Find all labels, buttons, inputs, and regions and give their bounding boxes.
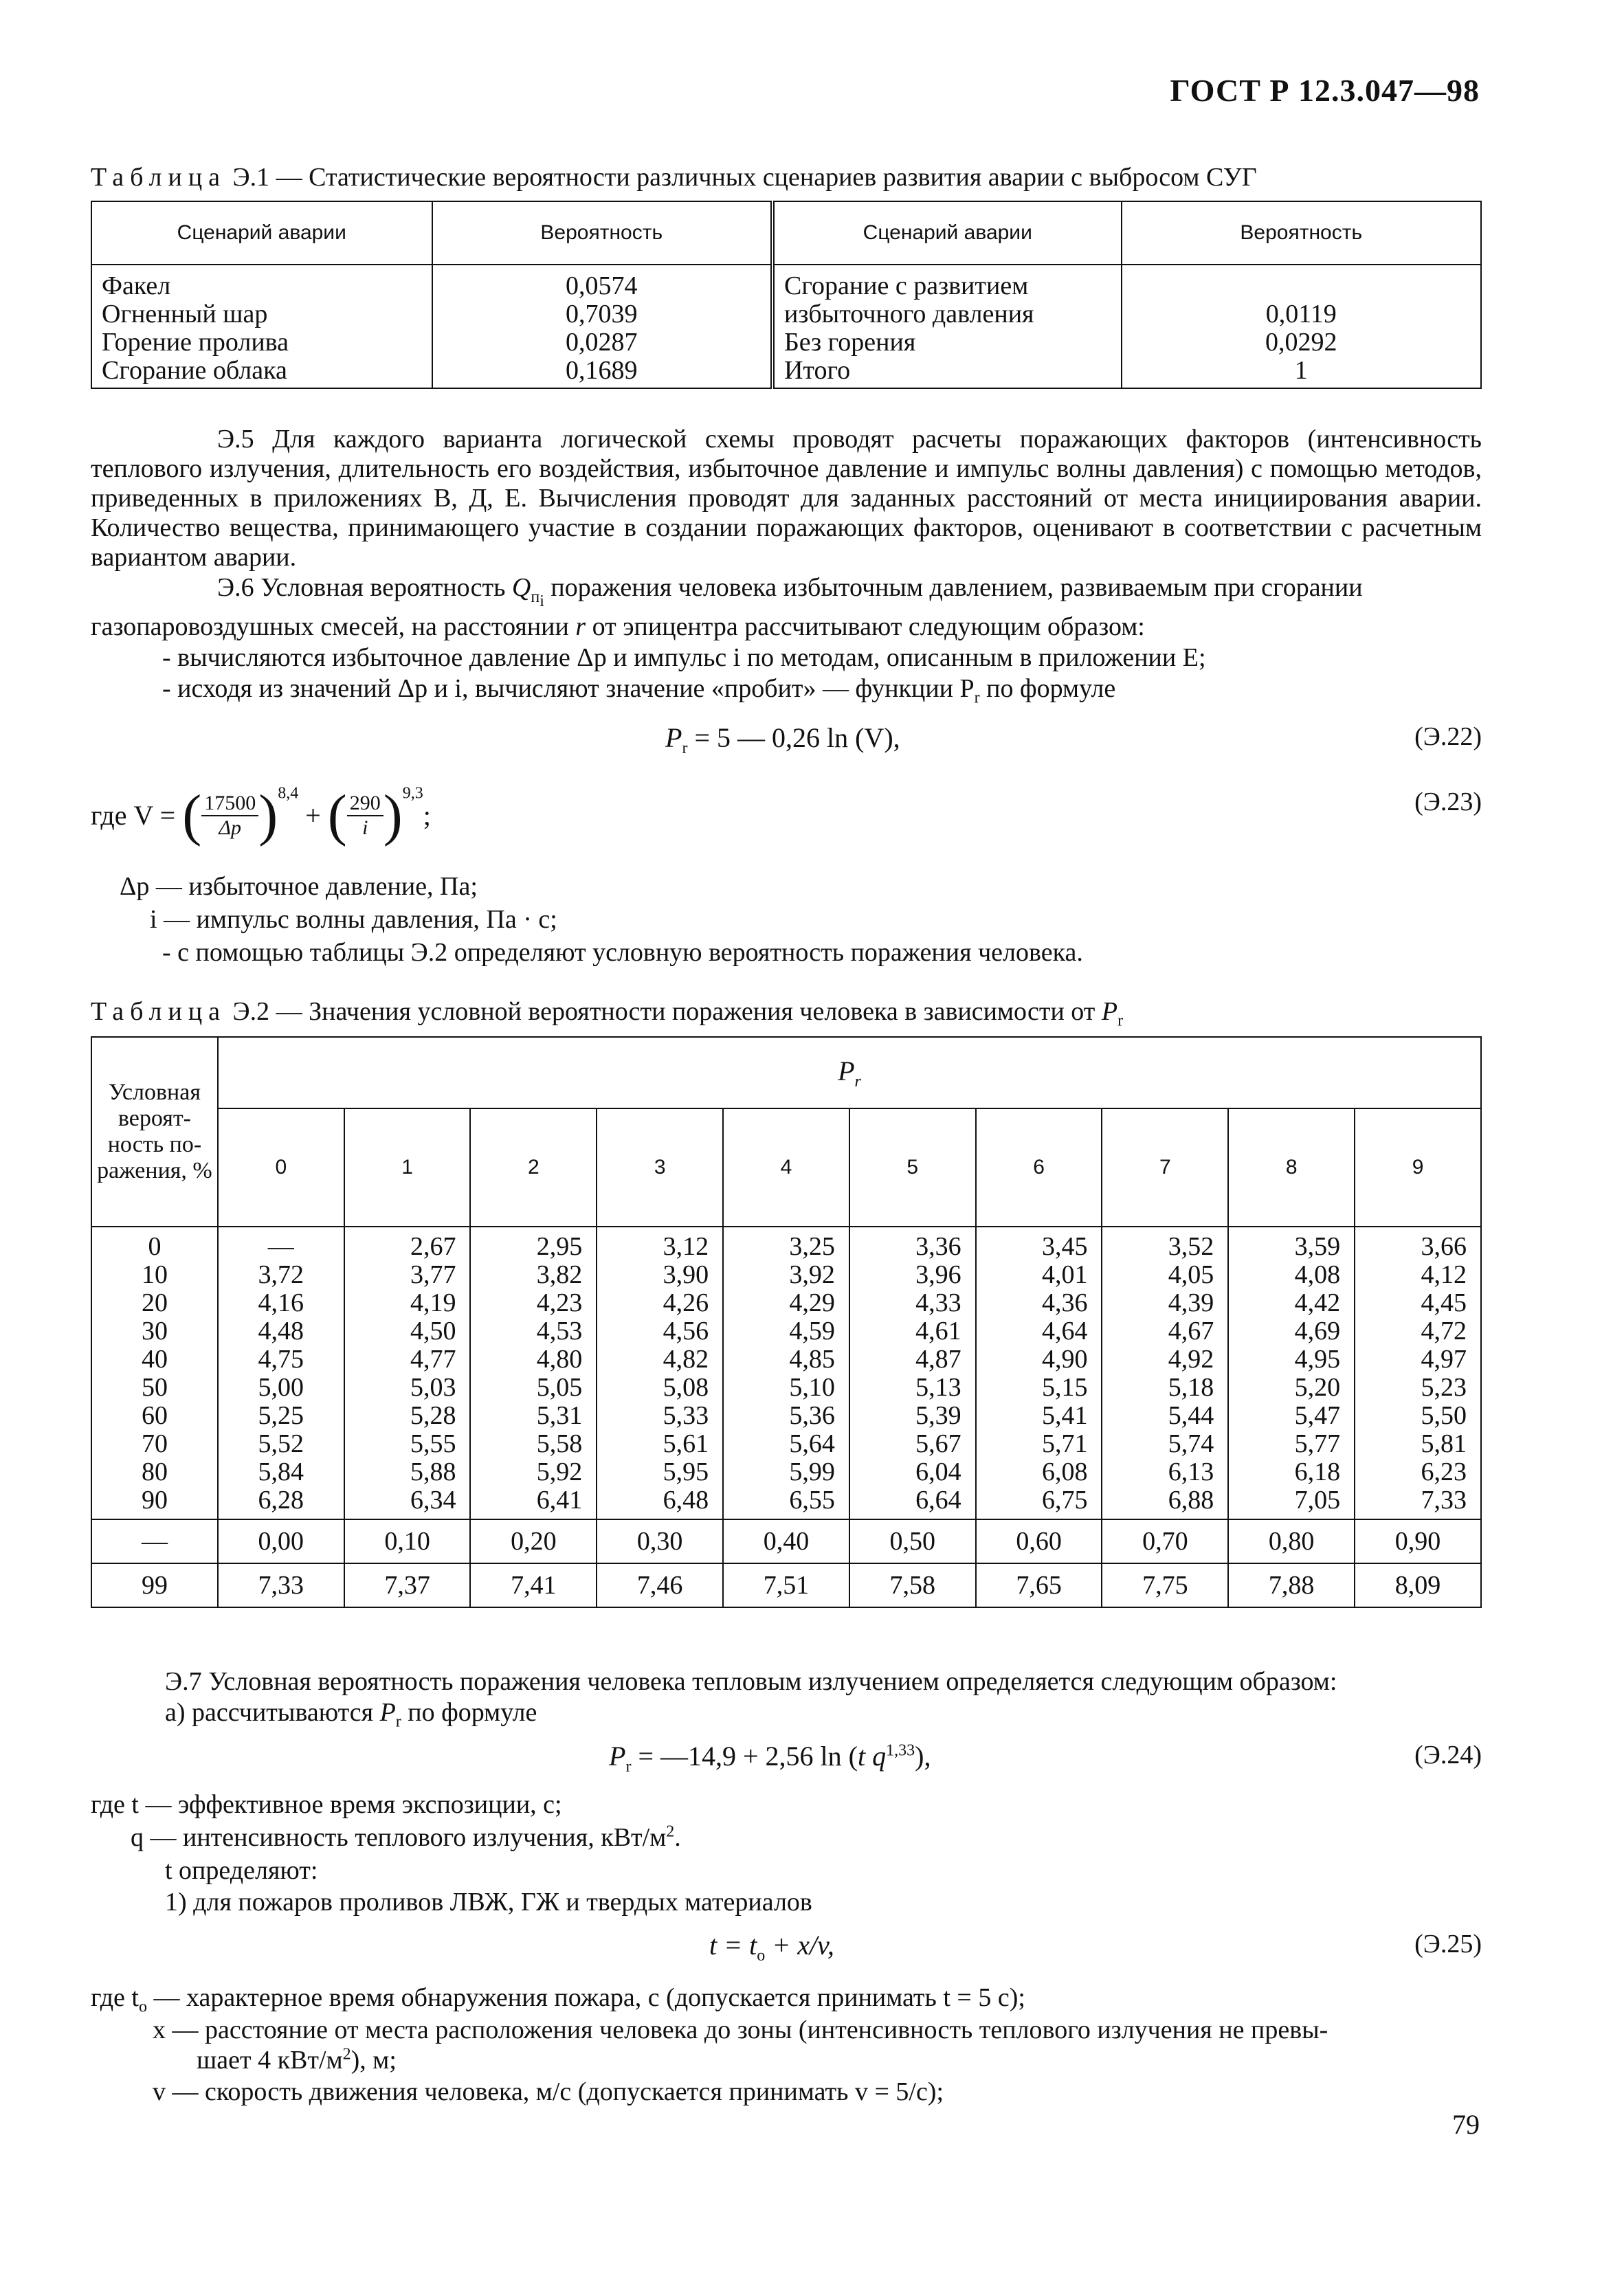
formula-e23 <box>91 782 431 849</box>
table2-cell: 5,58 <box>536 1429 583 1458</box>
table2-cell: 4,56 <box>663 1317 709 1345</box>
table2-cell: 3,72 <box>258 1260 304 1289</box>
paren-icon: ( <box>327 783 347 847</box>
table2-cell: 4,92 <box>1168 1345 1214 1374</box>
table2-cell: 4,01 <box>1041 1260 1088 1289</box>
table2-cell: 7,46 <box>597 1563 723 1607</box>
paren-icon: ( <box>182 783 202 847</box>
table1-cell: 0,0574 <box>565 271 638 300</box>
table2-cell: 5,05 <box>536 1373 583 1402</box>
table2-cell: 4,16 <box>258 1288 304 1317</box>
table1-header: Вероятность <box>432 201 772 265</box>
exponent: 1,33 <box>886 1741 915 1760</box>
table2-row-label: 99 <box>91 1563 218 1607</box>
table2-cell: 5,20 <box>1294 1373 1341 1402</box>
page-number: 79 <box>1452 2109 1480 2140</box>
table2-cell: 0,10 <box>344 1519 471 1563</box>
table2-cell: 6,04 <box>915 1458 961 1486</box>
table1-cell: Сгорание с развитием <box>783 271 1029 300</box>
table2-row-label: 20 <box>141 1288 168 1317</box>
table2-row-label: 70 <box>141 1429 168 1458</box>
numerator: 290 <box>347 792 383 816</box>
equation-number: (Э.22) <box>1414 722 1482 751</box>
formula-var: P <box>838 1055 855 1086</box>
superscript: 2 <box>342 2045 351 2064</box>
table2-cell: 7,05 <box>1294 1486 1341 1515</box>
table2-col-header: 8 <box>1228 1108 1355 1227</box>
table2-cell: 5,84 <box>258 1458 304 1486</box>
table1-caption <box>91 162 1257 192</box>
table2-col-header: 4 <box>723 1108 849 1227</box>
denominator: Δp <box>219 816 242 839</box>
list-item: 1) для пожаров проливов ЛВЖ, ГЖ и твердых материалов <box>165 1888 812 1917</box>
table2-cell: 5,00 <box>258 1373 304 1402</box>
text: а) рассчитываются <box>165 1698 380 1727</box>
text: шает 4 кВт/м <box>197 2046 343 2075</box>
table2-cell: 5,99 <box>789 1458 835 1486</box>
table2-cell: 0,20 <box>470 1519 597 1563</box>
exponent: 8,4 <box>278 784 299 803</box>
text: по формуле <box>979 674 1116 703</box>
table2-cell: 6,08 <box>1041 1458 1088 1486</box>
table2-caption-text: Э.2 — Значения условной вероятности поражения человека в зависимости от <box>226 997 1102 1026</box>
text: эффективное время экспозиции, с; <box>177 1790 562 1819</box>
text: - исходя из значений Δp и i, вычисляют значение «пробит» — функции P <box>162 674 975 703</box>
table2-pr-header <box>218 1037 1481 1108</box>
table2-cell: 3,66 <box>1421 1232 1467 1261</box>
subscript: r <box>854 1072 861 1091</box>
table2-cell: 4,48 <box>258 1317 304 1345</box>
table2-col-header: 7 <box>1102 1108 1228 1227</box>
table2-row-header: Условная вероят-ность по-ражения, % <box>91 1037 218 1227</box>
table2-column <box>976 1227 1102 1519</box>
table1-header: Вероятность <box>1122 201 1481 265</box>
denominator: i <box>362 816 368 839</box>
table2-cell: 5,15 <box>1041 1373 1088 1402</box>
table2-column <box>1102 1227 1228 1519</box>
table1-left-probabilities <box>432 265 772 388</box>
definition: v — скорость движения человека, м/с (допускается принимать v = 5/с); <box>153 2077 944 2106</box>
equation-number: (Э.23) <box>1414 788 1482 816</box>
formula-var: P <box>379 1698 396 1727</box>
table2-cell: 4,26 <box>663 1288 709 1317</box>
table2-row-label: 50 <box>141 1373 168 1402</box>
equation-number: (Э.25) <box>1414 1930 1482 1958</box>
table2-cell: 6,23 <box>1421 1458 1467 1486</box>
table1-caption-text: Э.1 — Статистические вероятности различных сценариев развития аварии с выбросом СУГ <box>226 163 1257 192</box>
table2-cell: 6,28 <box>258 1486 304 1515</box>
table2-cell: 5,88 <box>410 1458 456 1486</box>
numerator: 17500 <box>201 792 258 816</box>
table2-cell: 5,67 <box>915 1429 961 1458</box>
definition: Δp — избыточное давление, Па; <box>120 872 478 901</box>
table2-caption <box>91 996 1123 1031</box>
table1-cell: 1 <box>1294 356 1308 385</box>
subscript: r <box>974 689 980 707</box>
table2-cell: 4,77 <box>410 1345 456 1374</box>
subscript: r <box>625 1758 632 1776</box>
table1-right-probabilities <box>1122 265 1481 388</box>
formula-text: = 5 — 0,26 ln (V), <box>687 722 900 753</box>
table2-cell: 4,80 <box>536 1345 583 1374</box>
formula-text: ; <box>423 800 431 831</box>
paren-icon: ) <box>383 783 403 847</box>
table2-cell: 5,64 <box>789 1429 835 1458</box>
table2-cell: 5,71 <box>1041 1429 1088 1458</box>
table2-cell: 0,70 <box>1102 1519 1228 1563</box>
table2-cell: 6,75 <box>1041 1486 1088 1515</box>
q-symbol: Q <box>511 573 531 602</box>
table2-cell: 5,41 <box>1041 1401 1088 1430</box>
item-a <box>165 1697 537 1732</box>
table2-cell: 4,95 <box>1294 1345 1341 1374</box>
table2-cell: 5,81 <box>1421 1429 1467 1458</box>
table2-cell: 5,28 <box>410 1401 456 1430</box>
table2-cell: 3,12 <box>663 1232 709 1261</box>
paragraph-e6-line2 <box>91 612 1145 642</box>
document-header: ГОСТ Р 12.3.047—98 <box>1170 73 1480 108</box>
table2-cell: 4,33 <box>915 1288 961 1317</box>
exponent: 9,3 <box>402 784 423 803</box>
superscript: 2 <box>666 1822 675 1841</box>
table1-cell: Огненный шар <box>102 300 268 328</box>
table2 <box>91 1036 1482 1608</box>
table2-cell: 6,88 <box>1168 1486 1214 1515</box>
table2-cell: 6,41 <box>536 1486 583 1515</box>
table2-cell: 4,61 <box>915 1317 961 1345</box>
subscript: r <box>682 739 688 757</box>
table2-cell: 3,36 <box>915 1232 961 1261</box>
formula-text: + x/v, <box>765 1930 834 1961</box>
table1-header: Сценарий аварии <box>91 201 432 265</box>
table2-cell: 5,50 <box>1421 1401 1467 1430</box>
table2-cell: 7,33 <box>1421 1486 1467 1515</box>
table2-row-label: 30 <box>141 1317 168 1345</box>
table2-cell: 7,58 <box>849 1563 976 1607</box>
subscript: r <box>1117 1012 1124 1030</box>
table2-cell: 4,50 <box>410 1317 456 1345</box>
table2-cell: 6,34 <box>410 1486 456 1515</box>
table2-cell: 5,92 <box>536 1458 583 1486</box>
table1-left-scenarios <box>91 265 432 388</box>
table2-cell: 5,10 <box>789 1373 835 1402</box>
table2-cell: 4,36 <box>1041 1288 1088 1317</box>
table2-caption-label: Таблица <box>91 997 227 1026</box>
table2-column <box>1228 1227 1355 1519</box>
table2-cell: 4,23 <box>536 1288 583 1317</box>
text: — характерное время обнаружения пожара, с (допускается принимать t = 5 с); <box>146 1983 1025 2012</box>
table2-cell: 5,44 <box>1168 1401 1214 1430</box>
definition: t определяют: <box>165 1856 318 1885</box>
fraction <box>347 792 383 840</box>
formula-e22 <box>665 722 900 758</box>
table2-cell: 5,18 <box>1168 1373 1214 1402</box>
table2-cell: 4,12 <box>1421 1260 1467 1289</box>
table2-cell: 4,42 <box>1294 1288 1341 1317</box>
table2-cell: 4,90 <box>1041 1345 1088 1374</box>
definition: x — расстояние от места расположения человека до зоны (интенсивность теплового излучения не превы- <box>153 2015 1328 2044</box>
table2-cell: 5,47 <box>1294 1401 1341 1430</box>
table2-cell: 4,45 <box>1421 1288 1467 1317</box>
table1 <box>91 201 1482 389</box>
definition <box>91 1983 1025 2017</box>
formula-e24 <box>609 1740 931 1776</box>
table2-cell: 5,36 <box>789 1401 835 1430</box>
table2-cell: 5,77 <box>1294 1429 1341 1458</box>
table2-column <box>470 1227 597 1519</box>
fraction <box>201 792 258 840</box>
table2-cell: 7,41 <box>470 1563 597 1607</box>
paragraph-e7: Э.7 Условная вероятность поражения человека тепловым излучением определяется следующим образом: <box>165 1667 1337 1696</box>
table2-cell: 7,37 <box>344 1563 471 1607</box>
formula-text: где V = <box>91 800 183 831</box>
table2-cell: 4,05 <box>1168 1260 1214 1289</box>
table2-col-header: 9 <box>1355 1108 1481 1227</box>
text: поражения человека избыточным давлением, развиваемым при сгорании <box>544 573 1363 602</box>
table2-cell: 5,25 <box>258 1401 304 1430</box>
table2-cell: 3,52 <box>1168 1232 1214 1261</box>
paragraph-e5: Э.5 Для каждого варианта логической схемы проводят расчеты поражающих факторов (интенсивность теплового излучения, длительность его воздействия, избыточное давление и импульс волны давления) с помощью методов, приведенных в приложениях В, Д, Е. Вычисления проводят для заданных расстояний от места инициирования аварии. Количество вещества, принимающего участие в создании поражающих факторов, оценивают в соответствии с расчетным вариантом аварии. <box>91 425 1482 572</box>
table1-right-scenarios <box>772 265 1122 388</box>
table2-cell: 5,52 <box>258 1429 304 1458</box>
table2-col-header: 1 <box>344 1108 471 1227</box>
table2-cell: 7,51 <box>723 1563 849 1607</box>
table2-cell: 4,69 <box>1294 1317 1341 1345</box>
table2-cell: 7,33 <box>218 1563 344 1607</box>
definition <box>91 1789 562 1820</box>
formula-var: P <box>1101 997 1118 1026</box>
table1-caption-label: Таблица <box>91 163 227 192</box>
table1-cell: Горение пролива <box>102 328 289 357</box>
table2-col-header: 3 <box>597 1108 723 1227</box>
table1-cell: Без горения <box>783 328 916 357</box>
text: от эпицентра рассчитывают следующим образом: <box>586 612 1145 641</box>
table2-cell: 7,65 <box>976 1563 1102 1607</box>
table2-column <box>1355 1227 1481 1519</box>
table2-cell: 6,13 <box>1168 1458 1214 1486</box>
table1-cell: избыточного давления <box>783 300 1034 328</box>
table2-cell: 5,95 <box>663 1458 709 1486</box>
table1-cell: 0,0292 <box>1265 328 1337 357</box>
table2-cell: 4,87 <box>915 1345 961 1374</box>
table2-cell: 4,64 <box>1041 1317 1088 1345</box>
subscript: o <box>138 1998 147 2016</box>
table2-cell: 4,08 <box>1294 1260 1341 1289</box>
table2-row-label: — <box>91 1519 218 1563</box>
table2-column <box>218 1227 344 1519</box>
table2-cell: 2,95 <box>536 1232 583 1261</box>
table2-cell: 5,08 <box>663 1373 709 1402</box>
table2-cell: 0,50 <box>849 1519 976 1563</box>
bullet-item <box>162 673 1115 708</box>
table2-cell: 3,25 <box>789 1232 835 1261</box>
bullet-item: - вычисляются избыточное давление Δp и импульс i по методам, описанным в приложении Е; <box>162 643 1206 672</box>
table2-column <box>849 1227 976 1519</box>
table2-row-label: 90 <box>141 1486 168 1515</box>
table2-cell: 5,61 <box>663 1429 709 1458</box>
table2-cell: 6,18 <box>1294 1458 1341 1486</box>
table2-row-label: 10 <box>141 1260 168 1289</box>
table2-cell: 0,80 <box>1228 1519 1355 1563</box>
table1-cell: 0,0119 <box>1265 300 1337 328</box>
table2-row-label: 0 <box>148 1232 162 1261</box>
table2-row-label: 80 <box>141 1458 168 1486</box>
formula-var: P <box>609 1741 626 1772</box>
table2-cell: 5,33 <box>663 1401 709 1430</box>
formula-var: P <box>665 722 682 753</box>
table2-row-label: 40 <box>141 1345 168 1374</box>
table2-cell: 3,59 <box>1294 1232 1341 1261</box>
table2-cell: 0,30 <box>597 1519 723 1563</box>
paragraph-e6-line1 <box>217 572 1363 610</box>
table2-cell: 3,92 <box>789 1260 835 1289</box>
table2-column <box>723 1227 849 1519</box>
table2-cell: 0,00 <box>218 1519 344 1563</box>
text: по формуле <box>401 1698 537 1727</box>
text: ), м; <box>351 2046 397 2075</box>
table2-cell: 0,40 <box>723 1519 849 1563</box>
table2-cell: 5,55 <box>410 1429 456 1458</box>
table2-cell: 6,55 <box>789 1486 835 1515</box>
table1-cell: 0,7039 <box>565 300 638 328</box>
text: где t — <box>91 1790 178 1819</box>
table1-cell: Факел <box>102 271 171 300</box>
plus-sign: + <box>305 800 321 831</box>
table2-cell: 4,97 <box>1421 1345 1467 1374</box>
table1-cell: 0,0287 <box>565 328 638 357</box>
table2-col-header: 5 <box>849 1108 976 1227</box>
table2-cell: 6,48 <box>663 1486 709 1515</box>
table2-row-labels <box>91 1227 218 1519</box>
table2-row-label: 60 <box>141 1401 168 1430</box>
table2-cell: 0,60 <box>976 1519 1102 1563</box>
table2-cell: 4,72 <box>1421 1317 1467 1345</box>
table1-cell: Сгорание облака <box>102 356 287 385</box>
formula-text: = —14,9 + 2,56 ln ( <box>631 1741 858 1772</box>
formula-text: ), <box>915 1741 931 1772</box>
table2-cell: 8,09 <box>1355 1563 1481 1607</box>
text: Э.6 Условная вероятность <box>217 573 512 602</box>
formula-e25 <box>709 1929 834 1965</box>
table2-cell: 4,85 <box>789 1345 835 1374</box>
definition-continued <box>197 2045 397 2075</box>
table2-cell: 3,96 <box>915 1260 961 1289</box>
table2-cell: 7,75 <box>1102 1563 1228 1607</box>
table2-cell: 2,67 <box>410 1232 456 1261</box>
table2-cell: 5,31 <box>536 1401 583 1430</box>
table2-cell: 4,59 <box>789 1317 835 1345</box>
table2-cell: 4,29 <box>789 1288 835 1317</box>
paren-icon: ) <box>258 783 278 847</box>
table2-cell: 5,39 <box>915 1401 961 1430</box>
table2-cell: — <box>267 1232 294 1261</box>
subscript: п <box>531 588 540 606</box>
formula-var: t q <box>858 1741 887 1772</box>
table2-column <box>344 1227 471 1519</box>
table2-cell: 5,03 <box>410 1373 456 1402</box>
table2-cell: 4,82 <box>663 1345 709 1374</box>
table2-cell: 3,77 <box>410 1260 456 1289</box>
text: газопаровоздушных смесей, на расстоянии <box>91 612 576 641</box>
table2-cell: 5,74 <box>1168 1429 1214 1458</box>
table2-cell: 4,75 <box>258 1345 304 1374</box>
table2-cell: 3,90 <box>663 1260 709 1289</box>
table2-cell: 5,23 <box>1421 1373 1467 1402</box>
table1-cell: 0,1689 <box>565 356 638 385</box>
table2-cell: 0,90 <box>1355 1519 1481 1563</box>
table2-col-header: 0 <box>218 1108 344 1227</box>
definition: i — импульс волны давления, Па · с; <box>150 905 557 934</box>
table2-cell: 3,82 <box>536 1260 583 1289</box>
table1-cell: Итого <box>783 356 851 385</box>
table2-col-header: 2 <box>470 1108 597 1227</box>
definition <box>131 1822 681 1853</box>
table2-cell: 6,64 <box>915 1486 961 1515</box>
table1-cell <box>1132 272 1471 300</box>
table2-column <box>597 1227 723 1519</box>
equation-number: (Э.24) <box>1414 1741 1482 1769</box>
formula-text: t = t <box>709 1930 757 1961</box>
text: . <box>674 1823 681 1852</box>
table2-cell: 4,39 <box>1168 1288 1214 1317</box>
table2-cell: 4,19 <box>410 1288 456 1317</box>
table1-header: Сценарий аварии <box>772 201 1122 265</box>
text: интенсивность теплового излучения, кВт/м <box>183 1823 667 1852</box>
text: где t <box>91 1983 139 2012</box>
text: q — <box>131 1823 183 1852</box>
table2-cell: 5,13 <box>915 1373 961 1402</box>
bullet-item: - с помощью таблицы Э.2 определяют условную вероятность поражения человека. <box>162 938 1083 967</box>
table2-cell: 7,88 <box>1228 1563 1355 1607</box>
subscript: r <box>395 1712 401 1731</box>
r-symbol: r <box>575 612 586 641</box>
subscript: o <box>757 1947 766 1965</box>
subscript: i <box>540 592 544 610</box>
table2-cell: 3,45 <box>1041 1232 1088 1261</box>
table2-cell: 4,67 <box>1168 1317 1214 1345</box>
table2-col-header: 6 <box>976 1108 1102 1227</box>
table2-cell: 4,53 <box>536 1317 583 1345</box>
